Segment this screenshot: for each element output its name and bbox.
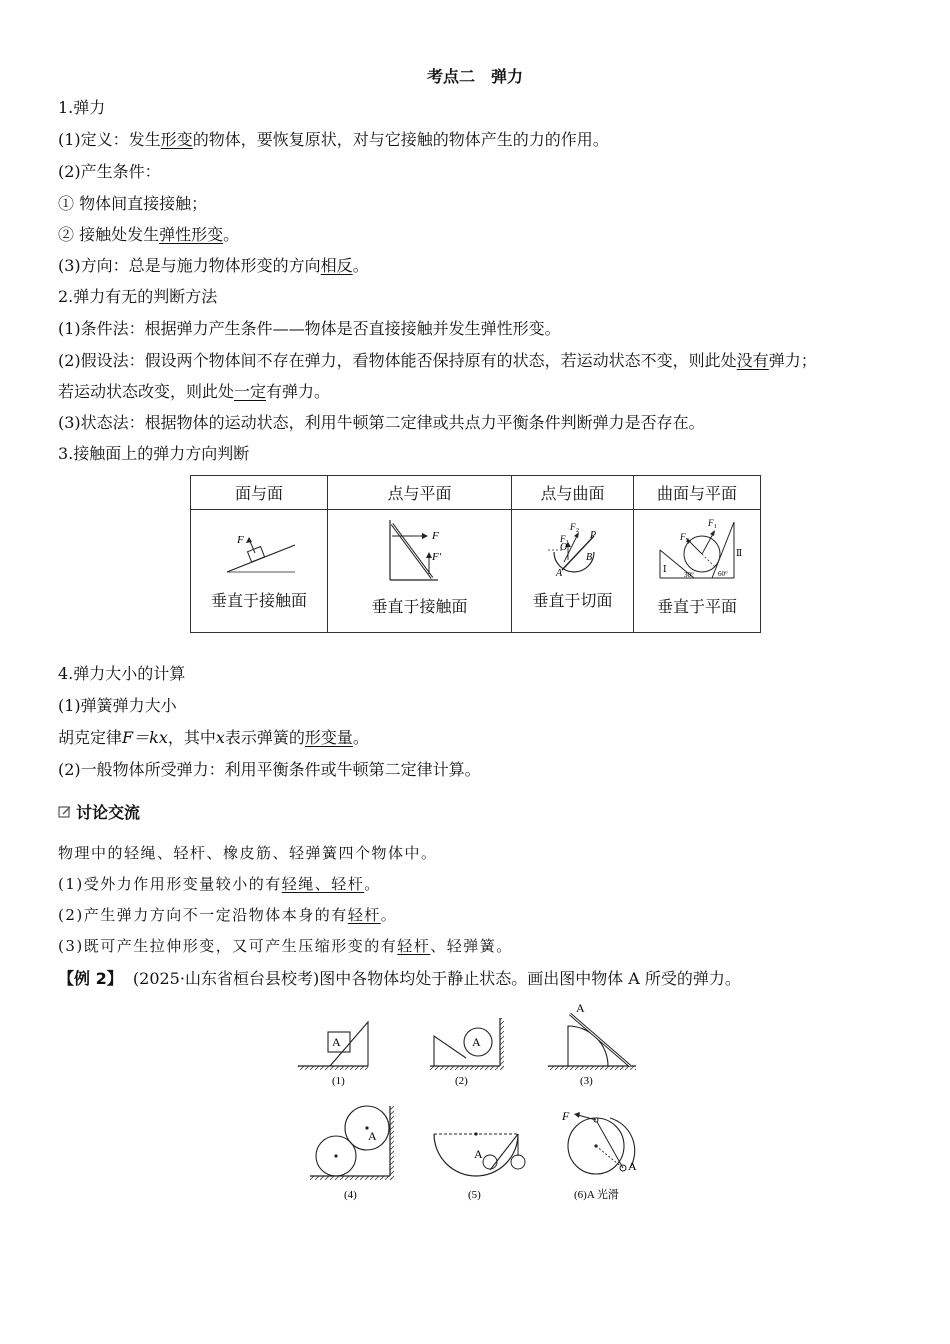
svg-text:(4): (4) <box>344 1189 357 1201</box>
blank-answer: 轻杆 <box>397 937 431 955</box>
fig-6 <box>561 1109 637 1201</box>
cell-point-curve <box>512 510 634 633</box>
fig-3 <box>548 1001 636 1087</box>
svg-text:F: F <box>680 532 686 542</box>
svg-text:A: A <box>474 1147 483 1161</box>
ball-wedge-figure <box>634 510 760 586</box>
svg-text:(1): (1) <box>332 1075 345 1087</box>
discussion-intro: 物理中的轻绳、轻杆、橡皮筋、轻弹簧四个物体中。 <box>58 844 438 862</box>
s2-method-3: (3)状态法：根据物体的运动状态，利用牛顿第二定律或共点力平衡条件判断弹力是否存在。 <box>58 413 705 432</box>
s1-condition: (2)产生条件： <box>58 162 161 181</box>
s3-heading: 3.接触面上的弹力方向判断 <box>58 444 250 463</box>
s1-direction: (3)方向：总是与施力物体形变的方向相反。 <box>58 256 369 275</box>
svg-text:F: F <box>570 522 576 532</box>
col-point-curve: 点与曲面 <box>512 476 634 510</box>
example-tag: 【例 2】 <box>58 969 123 988</box>
svg-text:(3): (3) <box>580 1075 593 1087</box>
s1-heading: 1.弹力 <box>58 98 106 117</box>
example-text: 图中各物体均处于静止状态。画出图中物体 A 所受的弹力。 <box>319 969 741 988</box>
s4-heading: 4.弹力大小的计算 <box>58 664 186 683</box>
fig-1 <box>298 1022 368 1087</box>
svg-text:A: A <box>332 1035 341 1049</box>
svg-text:A: A <box>556 568 563 579</box>
svg-text:Ⅱ: Ⅱ <box>736 548 743 558</box>
svg-text:1: 1 <box>714 524 717 530</box>
blank-answer: 弹性形变 <box>159 225 224 244</box>
caption-curve-plane: 垂直于平面 <box>656 597 737 616</box>
s1-condition-2: ② 接触处发生弹性形变。 <box>58 225 240 244</box>
svg-text:(6)A 光滑: (6)A 光滑 <box>574 1189 619 1201</box>
col-face-face: 面与面 <box>191 476 328 510</box>
cell-face-face <box>191 510 328 633</box>
blank-answer: 没有 <box>736 351 769 370</box>
discussion-q2: (2)产生弹力方向不一定沿物体本身的有轻杆。 <box>58 906 398 924</box>
s2-method-2: (2)假设法：假设两个物体间不存在弹力，看物体能否保持原有的状态，若运动状态不变，则此处没有弹力； <box>58 351 817 370</box>
svg-text:(5): (5) <box>468 1189 481 1201</box>
hooke-formula: F＝kx <box>122 728 168 747</box>
s2-method-2b: 若运动状态改变，则此处一定有弹力。 <box>58 382 331 401</box>
svg-text:30°: 30° <box>684 571 694 579</box>
svg-text:2: 2 <box>686 538 689 544</box>
edit-icon <box>58 805 72 819</box>
svg-text:60°: 60° <box>718 570 728 578</box>
svg-text:Ⅰ: Ⅰ <box>663 564 667 574</box>
s4-general: (2)一般物体所受弹力：利用平衡条件或牛顿第二定律计算。 <box>58 760 481 779</box>
svg-text:O: O <box>560 542 568 553</box>
example-2 <box>58 966 741 989</box>
s2-heading: 2.弹力有无的判断方法 <box>58 287 218 306</box>
incline-block-figure <box>191 510 327 580</box>
svg-text:(2): (2) <box>455 1075 468 1087</box>
fig-2 <box>430 1018 504 1087</box>
s1-definition: (1)定义：发生形变的物体，要恢复原状，对与它接触的物体产生的力的作用。 <box>58 130 609 149</box>
svg-text:F: F <box>708 518 714 528</box>
col-point-plane: 点与平面 <box>328 476 512 510</box>
svg-text:B: B <box>586 552 593 563</box>
cell-point-plane <box>328 510 512 633</box>
blank-answer: 一定 <box>234 382 267 401</box>
svg-text:A: A <box>628 1159 637 1173</box>
discussion-q1: (1)受外力作用形变量较小的有轻绳、轻杆。 <box>58 875 381 893</box>
blank-answer: 形变 <box>160 130 193 149</box>
fig-4 <box>310 1106 394 1201</box>
s4-spring: (1)弹簧弹力大小 <box>58 696 177 715</box>
svg-text:A: A <box>576 1001 585 1015</box>
rod-wall-figure <box>328 510 511 586</box>
svg-text:F′: F′ <box>432 551 442 563</box>
svg-text:2: 2 <box>576 528 579 534</box>
blank-answer: 轻绳、轻杆 <box>281 875 365 893</box>
direction-table <box>190 475 761 633</box>
s4-hooke: 胡克定律F＝kx，其中x表示弹簧的形变量。 <box>58 728 369 747</box>
blank-answer: 形变量 <box>304 728 353 747</box>
col-curve-plane: 曲面与平面 <box>634 476 761 510</box>
svg-text:P: P <box>590 530 597 541</box>
discussion-heading: 讨论交流 <box>58 800 140 823</box>
discussion-q3: (3)既可产生拉伸形变，又可产生压缩形变的有轻杆、轻弹簧。 <box>58 937 513 955</box>
caption-face-face: 垂直于接触面 <box>210 591 307 610</box>
svg-text:A: A <box>368 1129 377 1143</box>
cell-curve-plane <box>634 510 761 633</box>
blank-answer: 相反 <box>320 256 353 275</box>
svg-text:1: 1 <box>566 540 569 546</box>
fig-5 <box>434 1132 525 1201</box>
svg-text:F: F <box>562 1109 570 1123</box>
s1-condition-1: ① 物体间直接接触； <box>58 194 208 213</box>
svg-text:F: F <box>432 530 439 542</box>
svg-text:F: F <box>237 534 244 546</box>
svg-text:F: F <box>560 534 566 544</box>
svg-text:A: A <box>472 1035 481 1049</box>
example-source: (2025·山东省桓台县校考) <box>132 969 320 988</box>
blank-answer: 轻杆 <box>347 906 381 924</box>
rod-bowl-figure <box>512 510 633 580</box>
section-title: 考点二 弹力 <box>426 67 523 86</box>
s2-method-1: (1)条件法：根据弹力产生条件——物体是否直接接触并发生弹性形变。 <box>58 319 561 338</box>
example-figures <box>290 1000 650 1210</box>
caption-point-curve: 垂直于切面 <box>532 591 613 610</box>
caption-point-plane: 垂直于接触面 <box>371 597 468 616</box>
